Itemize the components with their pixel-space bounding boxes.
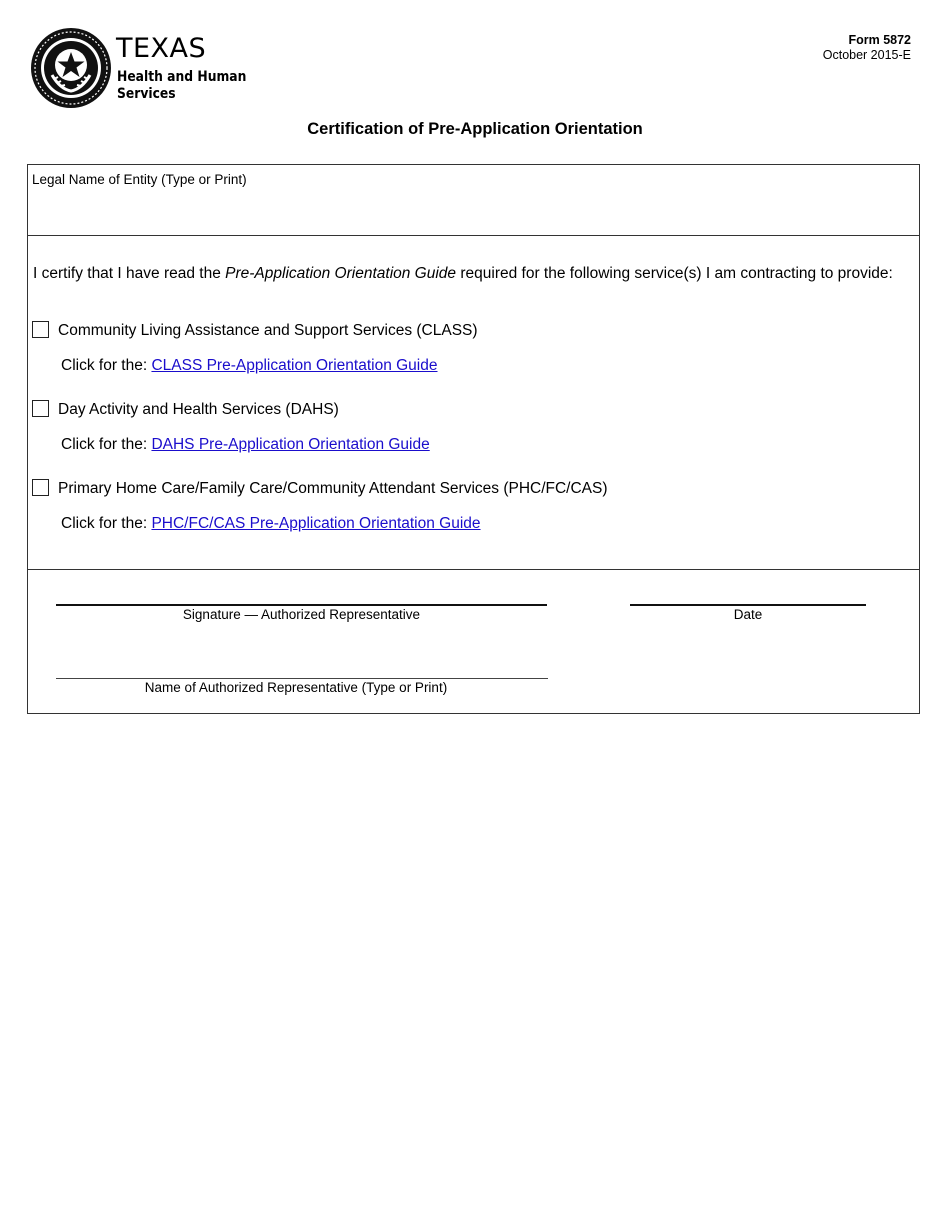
service-label-dahs: Day Activity and Health Services (DAHS) [58, 401, 339, 418]
form-date: October 2015-E [822, 48, 911, 62]
page-title: Certification of Pre-Application Orientation [307, 120, 643, 138]
services-section [27, 235, 920, 570]
certify-guide-title: Pre-Application Orientation Guide [225, 265, 457, 282]
guide-row-phc [61, 515, 481, 533]
entity-name-field[interactable] [27, 164, 920, 236]
class-checkbox[interactable] [32, 321, 49, 338]
guide-prefix: Click for the: [61, 515, 152, 532]
dahs-guide-link[interactable]: DAHS Pre-Application Orientation Guide [151, 436, 430, 453]
logo-texas-text: TEXAS [116, 33, 207, 64]
date-field[interactable] [630, 604, 866, 606]
logo-line-2: Services [117, 86, 176, 102]
signature-label: Signature — Authorized Representative [182, 607, 421, 622]
service-label-class: Community Living Assistance and Support Services (CLASS) [58, 322, 478, 339]
signature-section [27, 569, 920, 714]
form-number: Form 5872 [848, 33, 911, 47]
phc-guide-link[interactable]: PHC/FC/CAS Pre-Application Orientation Guide [151, 515, 481, 532]
hhs-logo [30, 27, 250, 111]
guide-row-dahs [61, 436, 430, 454]
guide-prefix: Click for the: [61, 436, 152, 453]
service-option-class [32, 321, 478, 340]
certify-text-before: I certify that I have read the [33, 265, 226, 282]
guide-row-class [61, 357, 438, 375]
entity-name-label: Legal Name of Entity (Type or Print) [32, 172, 247, 187]
guide-prefix: Click for the: [61, 357, 152, 374]
logo-line-1: Health and Human [117, 69, 247, 85]
representative-name-field[interactable] [56, 678, 548, 679]
service-label-phc: Primary Home Care/Family Care/Community Attendant Services (PHC/FC/CAS) [58, 480, 608, 497]
certify-text-after: required for the following service(s) I am contracting to provide: [456, 265, 893, 282]
phc-checkbox[interactable] [32, 479, 49, 496]
form-id-block [823, 33, 911, 63]
signature-field[interactable] [56, 604, 547, 606]
service-option-phc [32, 479, 608, 498]
certify-statement [33, 265, 893, 283]
representative-name-label: Name of Authorized Representative (Type or Print) [144, 680, 448, 695]
service-option-dahs [32, 400, 339, 419]
logo-subtitle [117, 69, 246, 103]
dahs-checkbox[interactable] [32, 400, 49, 417]
texas-seal-icon [30, 27, 112, 109]
date-label: Date [733, 607, 763, 622]
class-guide-link[interactable]: CLASS Pre-Application Orientation Guide [151, 357, 438, 374]
